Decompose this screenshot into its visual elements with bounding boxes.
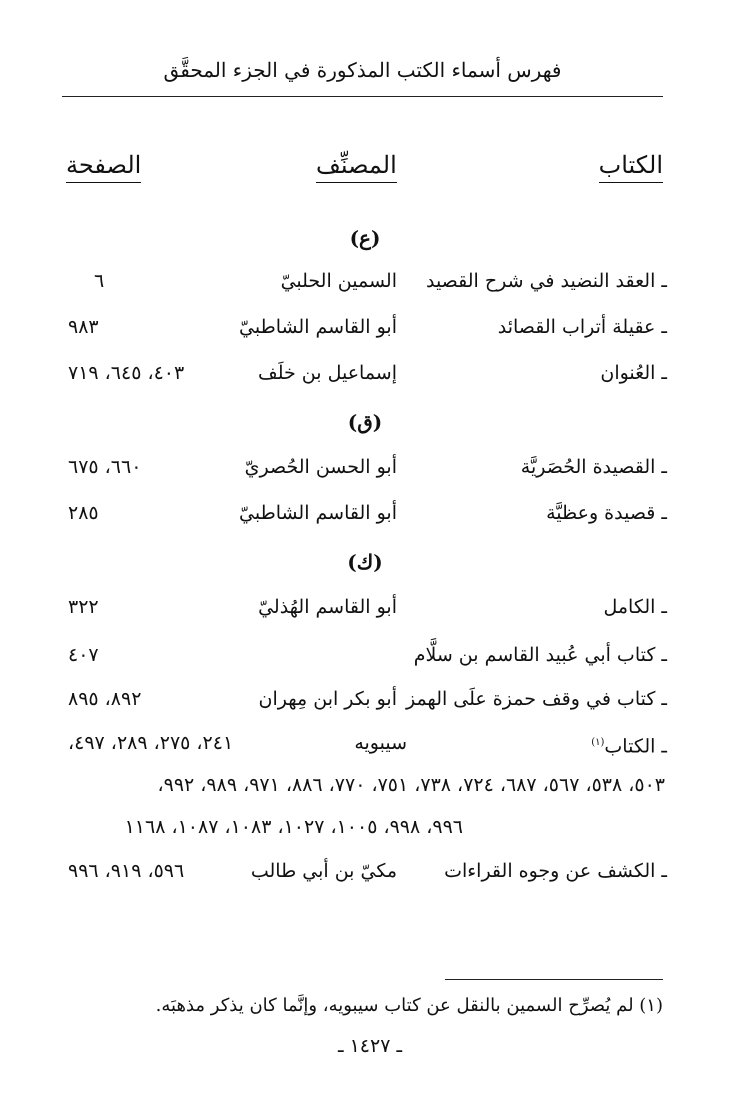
entry-pages: ٣٢٢ bbox=[68, 596, 99, 618]
entry-pages: ٩٨٣ bbox=[68, 316, 99, 338]
entry-book-title: ـ الكتاب bbox=[604, 735, 667, 758]
entry-pages-continued: ٥٠٣، ٥٣٨، ٥٦٧، ٦٨٧، ٧٢٤، ٧٣٨، ٧٥١، ٧٧٠، ٨٨٦، ٩٧١، ٩٨٩، ٩٩٢، bbox=[157, 774, 665, 796]
entry-author: السمين الحلبيّ bbox=[280, 270, 397, 292]
entry-author: أبو الحسن الحُصريّ bbox=[244, 456, 397, 478]
index-entry bbox=[62, 684, 667, 714]
page-number: ـ ١٤٢٧ ـ bbox=[337, 1035, 403, 1057]
entry-author: أبو القاسم الهُذليّ bbox=[258, 596, 397, 618]
entry-pages: ٥٩٦، ٩١٩، ٩٩٦ bbox=[68, 860, 185, 882]
column-header-book: الكتاب bbox=[599, 150, 663, 183]
index-entry bbox=[62, 312, 667, 342]
entry-pages: ٤٠٧ bbox=[68, 644, 99, 666]
entry-book: ـ عقيلة أتراب القصائد bbox=[497, 316, 667, 338]
entry-pages: ٤٠٣، ٦٤٥، ٧١٩ bbox=[68, 362, 185, 384]
header-rule bbox=[62, 96, 663, 97]
entry-pages: ٦ bbox=[94, 270, 105, 292]
index-entry bbox=[62, 640, 667, 670]
index-entry bbox=[62, 728, 667, 758]
section-letter-kaf: (ك) bbox=[347, 550, 383, 574]
index-entry bbox=[62, 592, 667, 622]
entry-author: مكيّ بن أبي طالب bbox=[250, 860, 397, 882]
entry-pages: ٨٩٢، ٨٩٥ bbox=[68, 688, 142, 710]
entry-pages: ٢٨٥ bbox=[68, 502, 99, 524]
entry-pages: ٦٦٠، ٦٧٥ bbox=[68, 456, 142, 478]
entry-author: أبو القاسم الشاطبيّ bbox=[239, 316, 397, 338]
entry-book: ـ العُنوان bbox=[600, 362, 667, 384]
footnote: (١) لم يُصرِّح السمين بالنقل عن كتاب سيبويه، وإنَّما كان يذكر مذهبَه. bbox=[155, 995, 663, 1016]
index-entry bbox=[62, 856, 667, 886]
running-head: فهرس أسماء الكتب المذكورة في الجزء المحقَّق bbox=[163, 58, 562, 82]
entry-book: ـ كتاب أبي عُبيد القاسم بن سلَّام bbox=[413, 644, 667, 666]
footnote-marker: (١) bbox=[591, 737, 605, 748]
entry-author: أبو القاسم الشاطبيّ bbox=[239, 502, 397, 524]
entry-book bbox=[591, 728, 667, 761]
index-entry bbox=[62, 498, 667, 528]
column-header-author: المصنِّف bbox=[316, 150, 397, 183]
index-entry bbox=[62, 266, 667, 296]
entry-pages: ٢٤١، ٢٧٥، ٢٨٩، ٤٩٧، bbox=[68, 732, 234, 754]
entry-pages-continued: ٩٩٦، ٩٩٨، ١٠٠٥، ١٠٢٧، ١٠٨٣، ١٠٨٧، ١١٦٨ bbox=[124, 816, 463, 838]
footnote-rule bbox=[445, 979, 663, 980]
entry-book: ـ القصيدة الحُصَريَّة bbox=[520, 456, 667, 478]
index-entry bbox=[62, 452, 667, 482]
entry-author: سيبويه bbox=[354, 732, 407, 754]
index-entry bbox=[62, 358, 667, 388]
section-letter-ain: (ع) bbox=[349, 226, 381, 250]
entry-author: أبو بكر ابن مِهران bbox=[258, 688, 397, 710]
column-header-page: الصفحة bbox=[66, 150, 141, 183]
entry-book: ـ الكامل bbox=[603, 596, 667, 618]
entry-author: إسماعيل بن خلَف bbox=[258, 362, 397, 384]
entry-book: ـ العقد النضيد في شرح القصيد bbox=[425, 270, 667, 292]
entry-book: ـ قصيدة وعظيَّة bbox=[546, 502, 667, 524]
section-letter-qaf: (ق) bbox=[347, 410, 383, 434]
entry-book: ـ كتاب في وقف حمزة علَى الهمز bbox=[405, 688, 667, 710]
entry-book: ـ الكشف عن وجوه القراءات bbox=[444, 860, 667, 882]
